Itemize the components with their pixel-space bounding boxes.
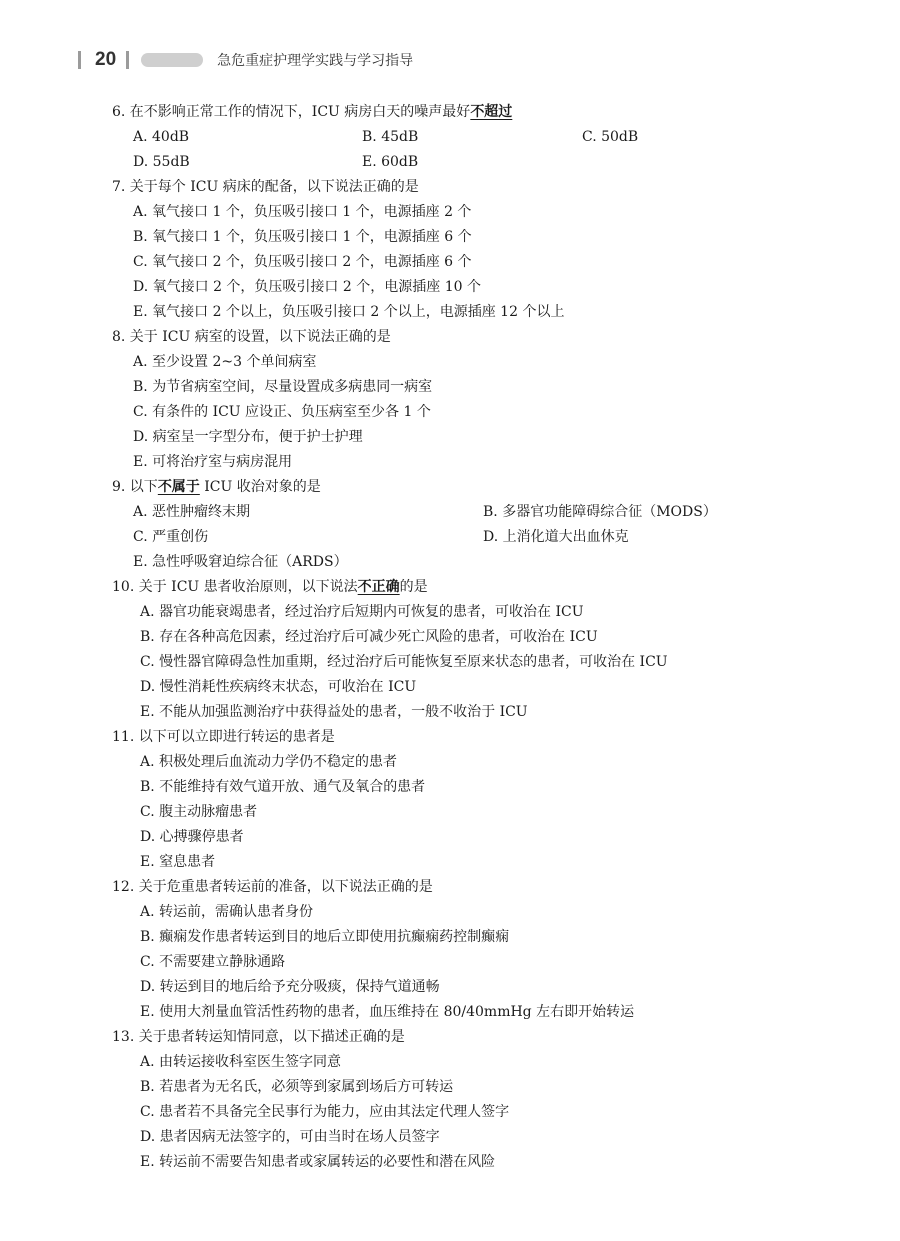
question-8-option-b: B. 为节省病室空间，尽量设置成多病患同一病室: [133, 379, 433, 395]
question-9-option-b: B. 多器官功能障碍综合征（MODS）: [483, 504, 717, 520]
question-8-option-a: A. 至少设置 2~3 个单间病室: [133, 354, 317, 370]
question-11-option-d: D. 心搏骤停患者: [140, 829, 244, 845]
question-6-stem: 6. 在不影响正常工作的情况下，ICU 病房白天的噪声最好不超过: [112, 104, 513, 120]
question-12-stem: 12. 关于危重患者转运前的准备，以下说法正确的是: [112, 879, 433, 895]
question-6-option-c: C. 50dB: [582, 129, 639, 145]
question-12-option-e: E. 使用大剂量血管活性药物的患者，血压维持在 80/40mmHg 左右即开始转运: [140, 1004, 635, 1020]
question-11-option-a: A. 积极处理后血流动力学仍不稳定的患者: [140, 754, 398, 770]
header-divider: [78, 51, 81, 69]
question-8-option-d: D. 病室呈一字型分布，便于护士护理: [133, 429, 363, 445]
question-13-option-d: D. 患者因病无法签字的，可由当时在场人员签字: [140, 1129, 440, 1145]
question-11-stem: 11. 以下可以立即进行转运的患者是: [112, 729, 335, 745]
book-title: 急危重症护理学实践与学习指导: [217, 52, 414, 68]
question-10-option-c: C. 慢性器官障碍急性加重期，经过治疗后可能恢复至原来状态的患者，可收治在 ICU: [140, 654, 668, 670]
question-10-option-b: B. 存在各种高危因素，经过治疗后可减少死亡风险的患者，可收治在 ICU: [140, 629, 598, 645]
question-13-option-c: C. 患者若不具备完全民事行为能力，应由其法定代理人签字: [140, 1104, 510, 1120]
question-9-option-d: D. 上消化道大出血休克: [483, 529, 629, 545]
question-11-option-e: E. 窒息患者: [140, 854, 216, 870]
question-7-option-a: A. 氧气接口 1 个，负压吸引接口 1 个，电源插座 2 个: [133, 204, 472, 220]
page-number: 20: [95, 49, 117, 70]
question-9-option-c: C. 严重创伤: [133, 529, 209, 545]
question-7-option-c: C. 氧气接口 2 个，负压吸引接口 2 个，电源插座 6 个: [133, 254, 472, 270]
question-8-stem: 8. 关于 ICU 病室的设置，以下说法正确的是: [112, 329, 391, 345]
question-10-option-d: D. 慢性消耗性疾病终末状态，可收治在 ICU: [140, 679, 417, 695]
question-11-option-b: B. 不能维持有效气道开放、通气及氧合的患者: [140, 779, 426, 795]
question-6-option-d: D. 55dB: [133, 154, 190, 170]
question-9-option-a: A. 恶性肿瘤终末期: [133, 504, 251, 520]
question-12-option-d: D. 转运到目的地后给予充分吸痰，保持气道通畅: [140, 979, 440, 995]
question-13-option-b: B. 若患者为无名氏，必须等到家属到场后方可转运: [140, 1079, 454, 1095]
question-10-option-a: A. 器官功能衰竭患者，经过治疗后短期内可恢复的患者，可收治在 ICU: [140, 604, 584, 620]
question-12-option-a: A. 转运前，需确认患者身份: [140, 904, 314, 920]
question-8-option-e: E. 可将治疗室与病房混用: [133, 454, 293, 470]
header-divider: [126, 51, 129, 69]
header-decoration: [141, 53, 203, 67]
question-12-option-b: B. 癫痫发作患者转运到目的地后立即使用抗癫痫药控制癫痫: [140, 929, 510, 945]
question-12-option-c: C. 不需要建立静脉通路: [140, 954, 286, 970]
question-13-option-e: E. 转运前不需要告知患者或家属转运的必要性和潜在风险: [140, 1154, 496, 1170]
question-9-option-e: E. 急性呼吸窘迫综合征（ARDS）: [133, 554, 348, 570]
question-11-option-c: C. 腹主动脉瘤患者: [140, 804, 258, 820]
question-7-option-e: E. 氧气接口 2 个以上，负压吸引接口 2 个以上，电源插座 12 个以上: [133, 304, 565, 320]
question-6-option-a: A. 40dB: [133, 129, 190, 145]
question-13-stem: 13. 关于患者转运知情同意，以下描述正确的是: [112, 1029, 405, 1045]
question-13-option-a: A. 由转运接收科室医生签字同意: [140, 1054, 342, 1070]
question-6-option-e: E. 60dB: [362, 154, 419, 170]
question-10-option-e: E. 不能从加强监测治疗中获得益处的患者，一般不收治于 ICU: [140, 704, 528, 720]
question-8-option-c: C. 有条件的 ICU 应设正、负压病室至少各 1 个: [133, 404, 431, 420]
question-7-stem: 7. 关于每个 ICU 病床的配备，以下说法正确的是: [112, 179, 419, 195]
page-header: [78, 44, 413, 76]
question-7-option-d: D. 氧气接口 2 个，负压吸引接口 2 个，电源插座 10 个: [133, 279, 481, 295]
question-6-option-b: B. 45dB: [362, 129, 419, 145]
question-7-option-b: B. 氧气接口 1 个，负压吸引接口 1 个，电源插座 6 个: [133, 229, 472, 245]
question-10-stem: 10. 关于 ICU 患者收治原则，以下说法不正确的是: [112, 579, 428, 595]
question-9-stem: 9. 以下不属于 ICU 收治对象的是: [112, 479, 321, 495]
